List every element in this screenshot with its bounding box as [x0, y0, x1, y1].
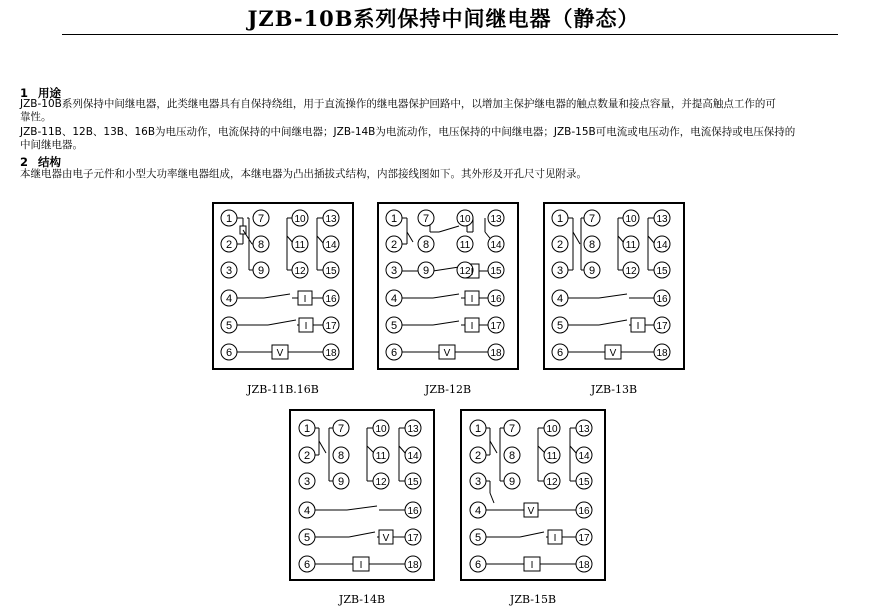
- terminal-number: 9: [337, 476, 345, 488]
- terminal-number: 1: [474, 423, 482, 435]
- terminal-number: 1: [556, 213, 564, 225]
- terminal-number: 3: [556, 265, 564, 277]
- coil-label: V: [527, 506, 535, 517]
- terminal-number: 16: [578, 506, 590, 517]
- section-2-number: 2: [20, 155, 29, 169]
- terminal-number: 8: [422, 239, 430, 251]
- terminal-number: 6: [556, 347, 564, 359]
- terminal-number: 3: [390, 265, 398, 277]
- terminal-number: 10: [625, 214, 637, 225]
- section-1-line-4: 中间继电器。: [20, 139, 83, 151]
- terminal-number: 13: [578, 424, 590, 435]
- terminal-number: 11: [294, 240, 306, 251]
- page-title: JZB-10B系列保持中间继电器（静态）: [247, 6, 640, 31]
- terminal-number: 5: [390, 320, 398, 332]
- terminal-number: 17: [325, 321, 337, 332]
- coil-label: I: [636, 321, 640, 332]
- terminal-number: 12: [625, 266, 637, 277]
- terminal-number: 4: [474, 505, 482, 517]
- terminal-number: 7: [508, 423, 516, 435]
- coil-text: [360, 533, 390, 571]
- terminal-number: 3: [303, 476, 311, 488]
- coil-text: [610, 321, 640, 359]
- terminal-number: 6: [390, 347, 398, 359]
- terminal-number: 15: [656, 266, 668, 277]
- terminal-number: 12: [375, 477, 387, 488]
- terminal-number: 13: [325, 214, 337, 225]
- terminal-number: 4: [556, 293, 564, 305]
- terminal-number: 1: [303, 423, 311, 435]
- terminal-number: 4: [303, 505, 311, 517]
- section-1-number: 1: [20, 86, 29, 100]
- terminal-number: 14: [578, 451, 590, 462]
- terminal-number: 12: [546, 477, 558, 488]
- wiring-diagram-jzb-13b: [543, 202, 685, 370]
- terminal-number: 15: [325, 266, 337, 277]
- terminal-number: 8: [337, 450, 345, 462]
- terminal-number: 14: [656, 240, 668, 251]
- coil-label: I: [553, 533, 557, 544]
- terminal-number: 4: [390, 293, 398, 305]
- terminal-number: 1: [225, 213, 233, 225]
- coil-label: V: [443, 348, 451, 359]
- terminal-number: 3: [225, 265, 233, 277]
- terminal-number: 5: [474, 532, 482, 544]
- terminal-number: 10: [294, 214, 306, 225]
- terminal-number: 4: [225, 293, 233, 305]
- terminal-number: 7: [422, 213, 430, 225]
- terminal-number: 18: [656, 348, 668, 359]
- diagram-caption: JZB-14B: [338, 593, 386, 606]
- terminal-number: 14: [325, 240, 337, 251]
- section-1-line-2: 靠性。: [20, 111, 52, 123]
- terminal-number: 5: [556, 320, 564, 332]
- coil-label: I: [470, 294, 474, 305]
- terminal-number: 11: [546, 451, 558, 462]
- terminal-number: 11: [459, 240, 471, 251]
- section-2-line-1: 本继电器由电子元件和小型大功率继电器组成，本继电器为凸出插拔式结构，内部接线图如下。其外形及开孔尺寸见附录。: [20, 168, 587, 180]
- terminal-number: 17: [490, 321, 502, 332]
- terminal-number: 16: [490, 294, 502, 305]
- terminal-number: 5: [303, 532, 311, 544]
- wiring-diagram-svg: [543, 202, 685, 370]
- title-divider: [62, 34, 838, 35]
- terminal-number: 15: [578, 477, 590, 488]
- terminals: [386, 210, 504, 360]
- section-1-line-3: JZB-11B、12B、13B、16B为电压动作，电流保持的中间继电器；JZB-14B为电流动作，电压保持的中间继电器；JZB-15B可电流或电压动作，电流保持或电压保持的: [20, 126, 796, 138]
- terminal-number: 6: [225, 347, 233, 359]
- terminals: [470, 420, 592, 572]
- terminal-number: 15: [490, 266, 502, 277]
- coil-text: [528, 506, 557, 571]
- terminal-number: 9: [257, 265, 265, 277]
- terminal-number: 2: [474, 450, 482, 462]
- terminal-number: 2: [390, 239, 398, 251]
- terminal-number: 9: [422, 265, 430, 277]
- terminal-number: 13: [490, 214, 502, 225]
- terminal-number: 2: [225, 239, 233, 251]
- terminal-number: 8: [257, 239, 265, 251]
- terminal-number: 18: [325, 348, 337, 359]
- terminal-number: 16: [656, 294, 668, 305]
- terminal-number: 17: [656, 321, 668, 332]
- terminal-number: 6: [474, 559, 482, 571]
- terminal-number: 17: [578, 533, 590, 544]
- terminal-number: 18: [490, 348, 502, 359]
- terminal-number: 13: [407, 424, 419, 435]
- terminal-number: 11: [625, 240, 637, 251]
- terminal-number: 2: [556, 239, 564, 251]
- terminal-number: 18: [407, 560, 419, 571]
- terminal-number: 12: [294, 266, 306, 277]
- terminal-number: 7: [257, 213, 265, 225]
- terminal-number: 18: [578, 560, 590, 571]
- terminal-number: 8: [508, 450, 516, 462]
- diagram-caption: JZB-15B: [509, 593, 557, 606]
- terminal-number: 3: [474, 476, 482, 488]
- terminals: [552, 210, 670, 360]
- terminal-number: 12: [459, 266, 471, 277]
- terminal-number: 16: [407, 506, 419, 517]
- coil-label: I: [303, 294, 307, 305]
- wiring-diagram-jzb-14b: [289, 409, 435, 581]
- wiring-diagram-svg: [212, 202, 354, 370]
- coil-text: [277, 294, 308, 359]
- terminal-number: 5: [225, 320, 233, 332]
- coil-label: I: [470, 321, 474, 332]
- terminal-number: 8: [588, 239, 596, 251]
- diagram-caption: JZB-12B: [424, 383, 472, 396]
- coil-label: V: [382, 533, 390, 544]
- terminals: [221, 210, 339, 360]
- terminal-number: 2: [303, 450, 311, 462]
- coil-label: I: [304, 321, 308, 332]
- coil-label: I: [359, 560, 363, 571]
- section-2-title: 结构: [38, 155, 61, 169]
- wiring-diagram-jzb-11b-16b: [212, 202, 354, 370]
- terminal-number: 1: [390, 213, 398, 225]
- terminal-number: 9: [588, 265, 596, 277]
- terminal-number: 10: [375, 424, 387, 435]
- terminal-number: 6: [303, 559, 311, 571]
- terminal-number: 16: [325, 294, 337, 305]
- wiring-diagram-svg: [289, 409, 435, 581]
- terminal-number: 17: [407, 533, 419, 544]
- section-1-line-1: JZB-10B系列保持中间继电器，此类继电器具有自保持绕组，用于直流操作的继电器保护回路中，以增加主保护继电器的触点数量和接点容量，并提高触点工作的可: [20, 98, 776, 110]
- terminals: [299, 420, 421, 572]
- terminal-number: 10: [546, 424, 558, 435]
- coil-label: V: [276, 348, 284, 359]
- terminal-number: 13: [656, 214, 668, 225]
- coil-label: V: [609, 348, 617, 359]
- terminal-number: 15: [407, 477, 419, 488]
- section-1-title: 用途: [38, 86, 61, 100]
- wiring-diagram-jzb-15b: [460, 409, 606, 581]
- wiring-diagram-jzb-12b: [377, 202, 519, 370]
- diagram-caption: JZB-13B: [590, 383, 638, 396]
- diagram-caption: JZB-11B.16B: [247, 383, 319, 396]
- terminal-number: 11: [375, 451, 387, 462]
- wiring-diagram-svg: [377, 202, 519, 370]
- terminal-number: 7: [337, 423, 345, 435]
- wiring-diagram-svg: [460, 409, 606, 581]
- terminal-number: 9: [508, 476, 516, 488]
- terminal-number: 7: [588, 213, 596, 225]
- terminal-number: 10: [459, 214, 471, 225]
- terminal-number: 14: [490, 240, 502, 251]
- terminal-number: 14: [407, 451, 419, 462]
- coil-label: I: [530, 560, 534, 571]
- coil-label: I: [470, 267, 474, 278]
